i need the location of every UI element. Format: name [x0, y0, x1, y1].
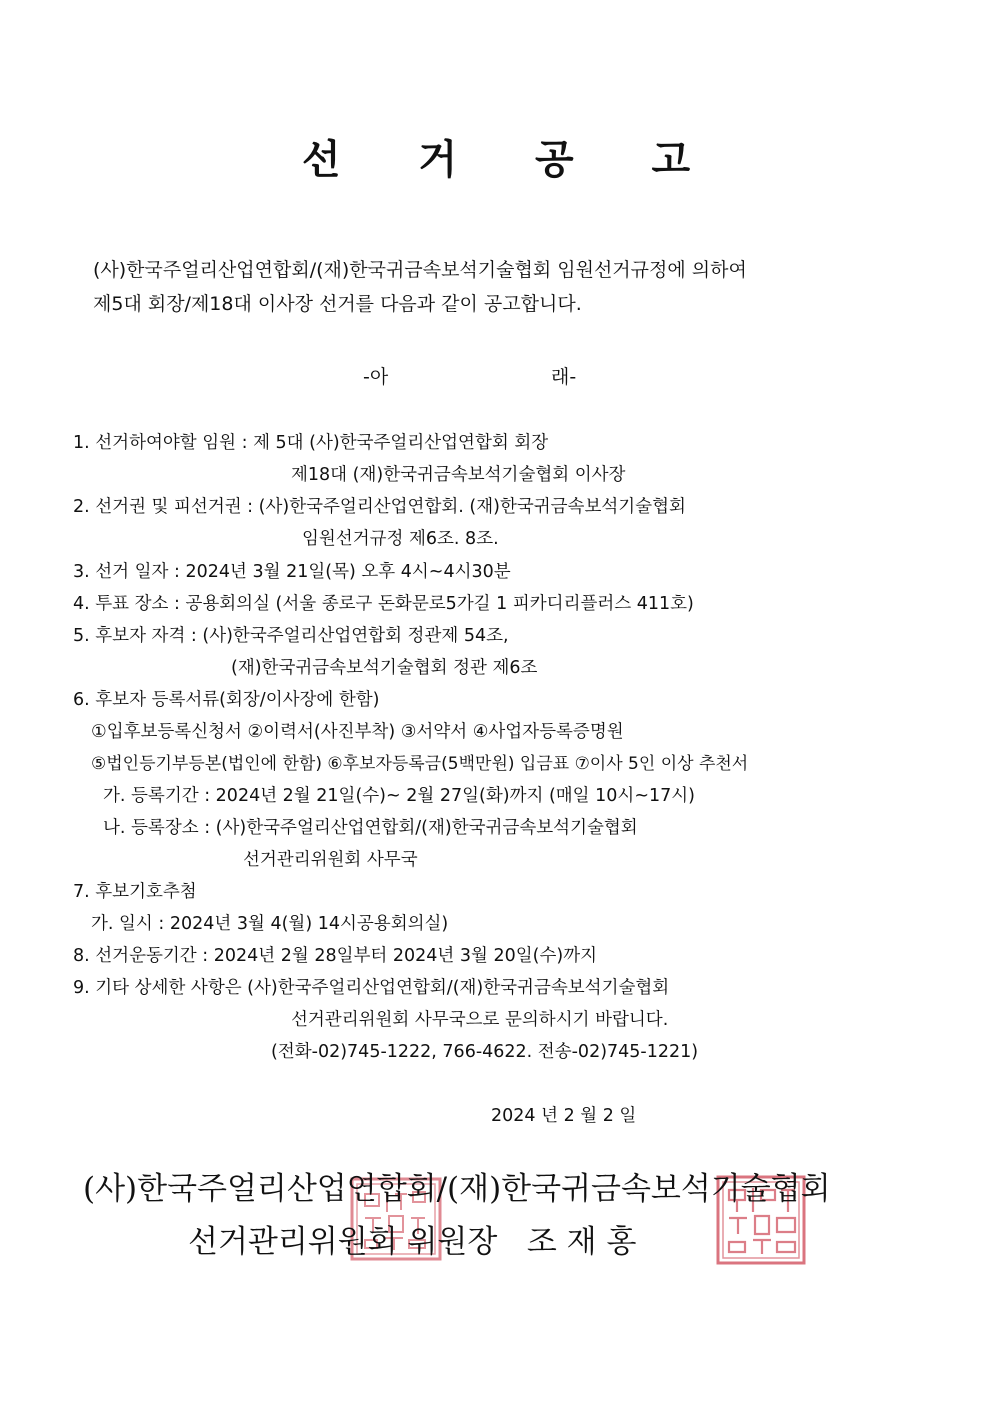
- list-item: 제18대 (재)한국귀금속보석기술협회 이사장: [291, 465, 626, 485]
- list-item: 선거관리위원회 사무국으로 문의하시기 바랍니다.: [291, 1010, 669, 1030]
- list-item: (재)한국귀금속보석기술협회 정관 제6조: [231, 658, 538, 678]
- list-item: 9. 기타 상세한 사항은 (사)한국주얼리산업연합회/(재)한국귀금속보석기술협회: [73, 978, 670, 998]
- list-item: 6. 후보자 등록서류(회장/이사장에 한함): [73, 690, 380, 710]
- page-title: 선 거 공 고: [301, 136, 723, 183]
- issuer-organization: (사)한국주얼리산업연합회/(재)한국귀금속보석기술협회: [83, 1171, 831, 1207]
- list-item: 3. 선거 일자 : 2024년 3월 21일(목) 오후 4시~4시30분: [73, 562, 511, 582]
- notice-heading-right: 래-: [551, 366, 577, 388]
- list-item: 5. 후보자 자격 : (사)한국주얼리산업연합회 정관제 54조,: [73, 626, 509, 646]
- intro-line-2: 제5대 회장/제18대 이사장 선거를 다음과 같이 공고합니다.: [93, 293, 582, 315]
- list-item: ⑤법인등기부등본(법인에 한함) ⑥후보자등록금(5백만원) 입금표 ⑦이사 5인 이상 추천서: [91, 754, 749, 774]
- list-item: 4. 투표 장소 : 공용회의실 (서울 종로구 돈화문로5가길 1 피카디리플러스 411호): [73, 594, 694, 614]
- list-item: 가. 등록기간 : 2024년 2월 21일(수)~ 2월 27일(화)까지 (매일 10시~17시): [103, 786, 695, 806]
- issuer-signatory: 선거관리위원회 위원장 조 재 홍: [188, 1224, 637, 1260]
- list-item: 선거관리위원회 사무국: [243, 850, 418, 870]
- list-item: 가. 일시 : 2024년 3월 4(월) 14시공용회의실): [91, 914, 449, 934]
- intro-line-1: (사)한국주얼리산업연합회/(재)한국귀금속보석기술협회 임원선거규정에 의하여: [93, 259, 747, 281]
- list-item: 임원선거규정 제6조. 8조.: [302, 529, 499, 549]
- list-item: 2. 선거권 및 피선거권 : (사)한국주얼리산업연합회. (재)한국귀금속보석기술협회: [73, 497, 686, 517]
- list-item: 1. 선거하여야할 임원 : 제 5대 (사)한국주얼리산업연합회 회장: [73, 433, 549, 453]
- list-item: (전화-02)745-1222, 766-4622. 전송-02)745-1221): [271, 1042, 699, 1062]
- list-item: 나. 등록장소 : (사)한국주얼리산업연합회/(재)한국귀금속보석기술협회: [103, 818, 638, 838]
- notice-heading-left: -아: [363, 366, 389, 388]
- notice-date: 2024 년 2 월 2 일: [491, 1106, 637, 1126]
- list-item: ①입후보등록신청서 ②이력서(사진부착) ③서약서 ④사업자등록증명원: [91, 722, 624, 742]
- list-item: 8. 선거운동기간 : 2024년 2월 28일부터 2024년 3월 20일(수)까지: [73, 946, 598, 966]
- list-item: 7. 후보기호추첨: [73, 882, 197, 902]
